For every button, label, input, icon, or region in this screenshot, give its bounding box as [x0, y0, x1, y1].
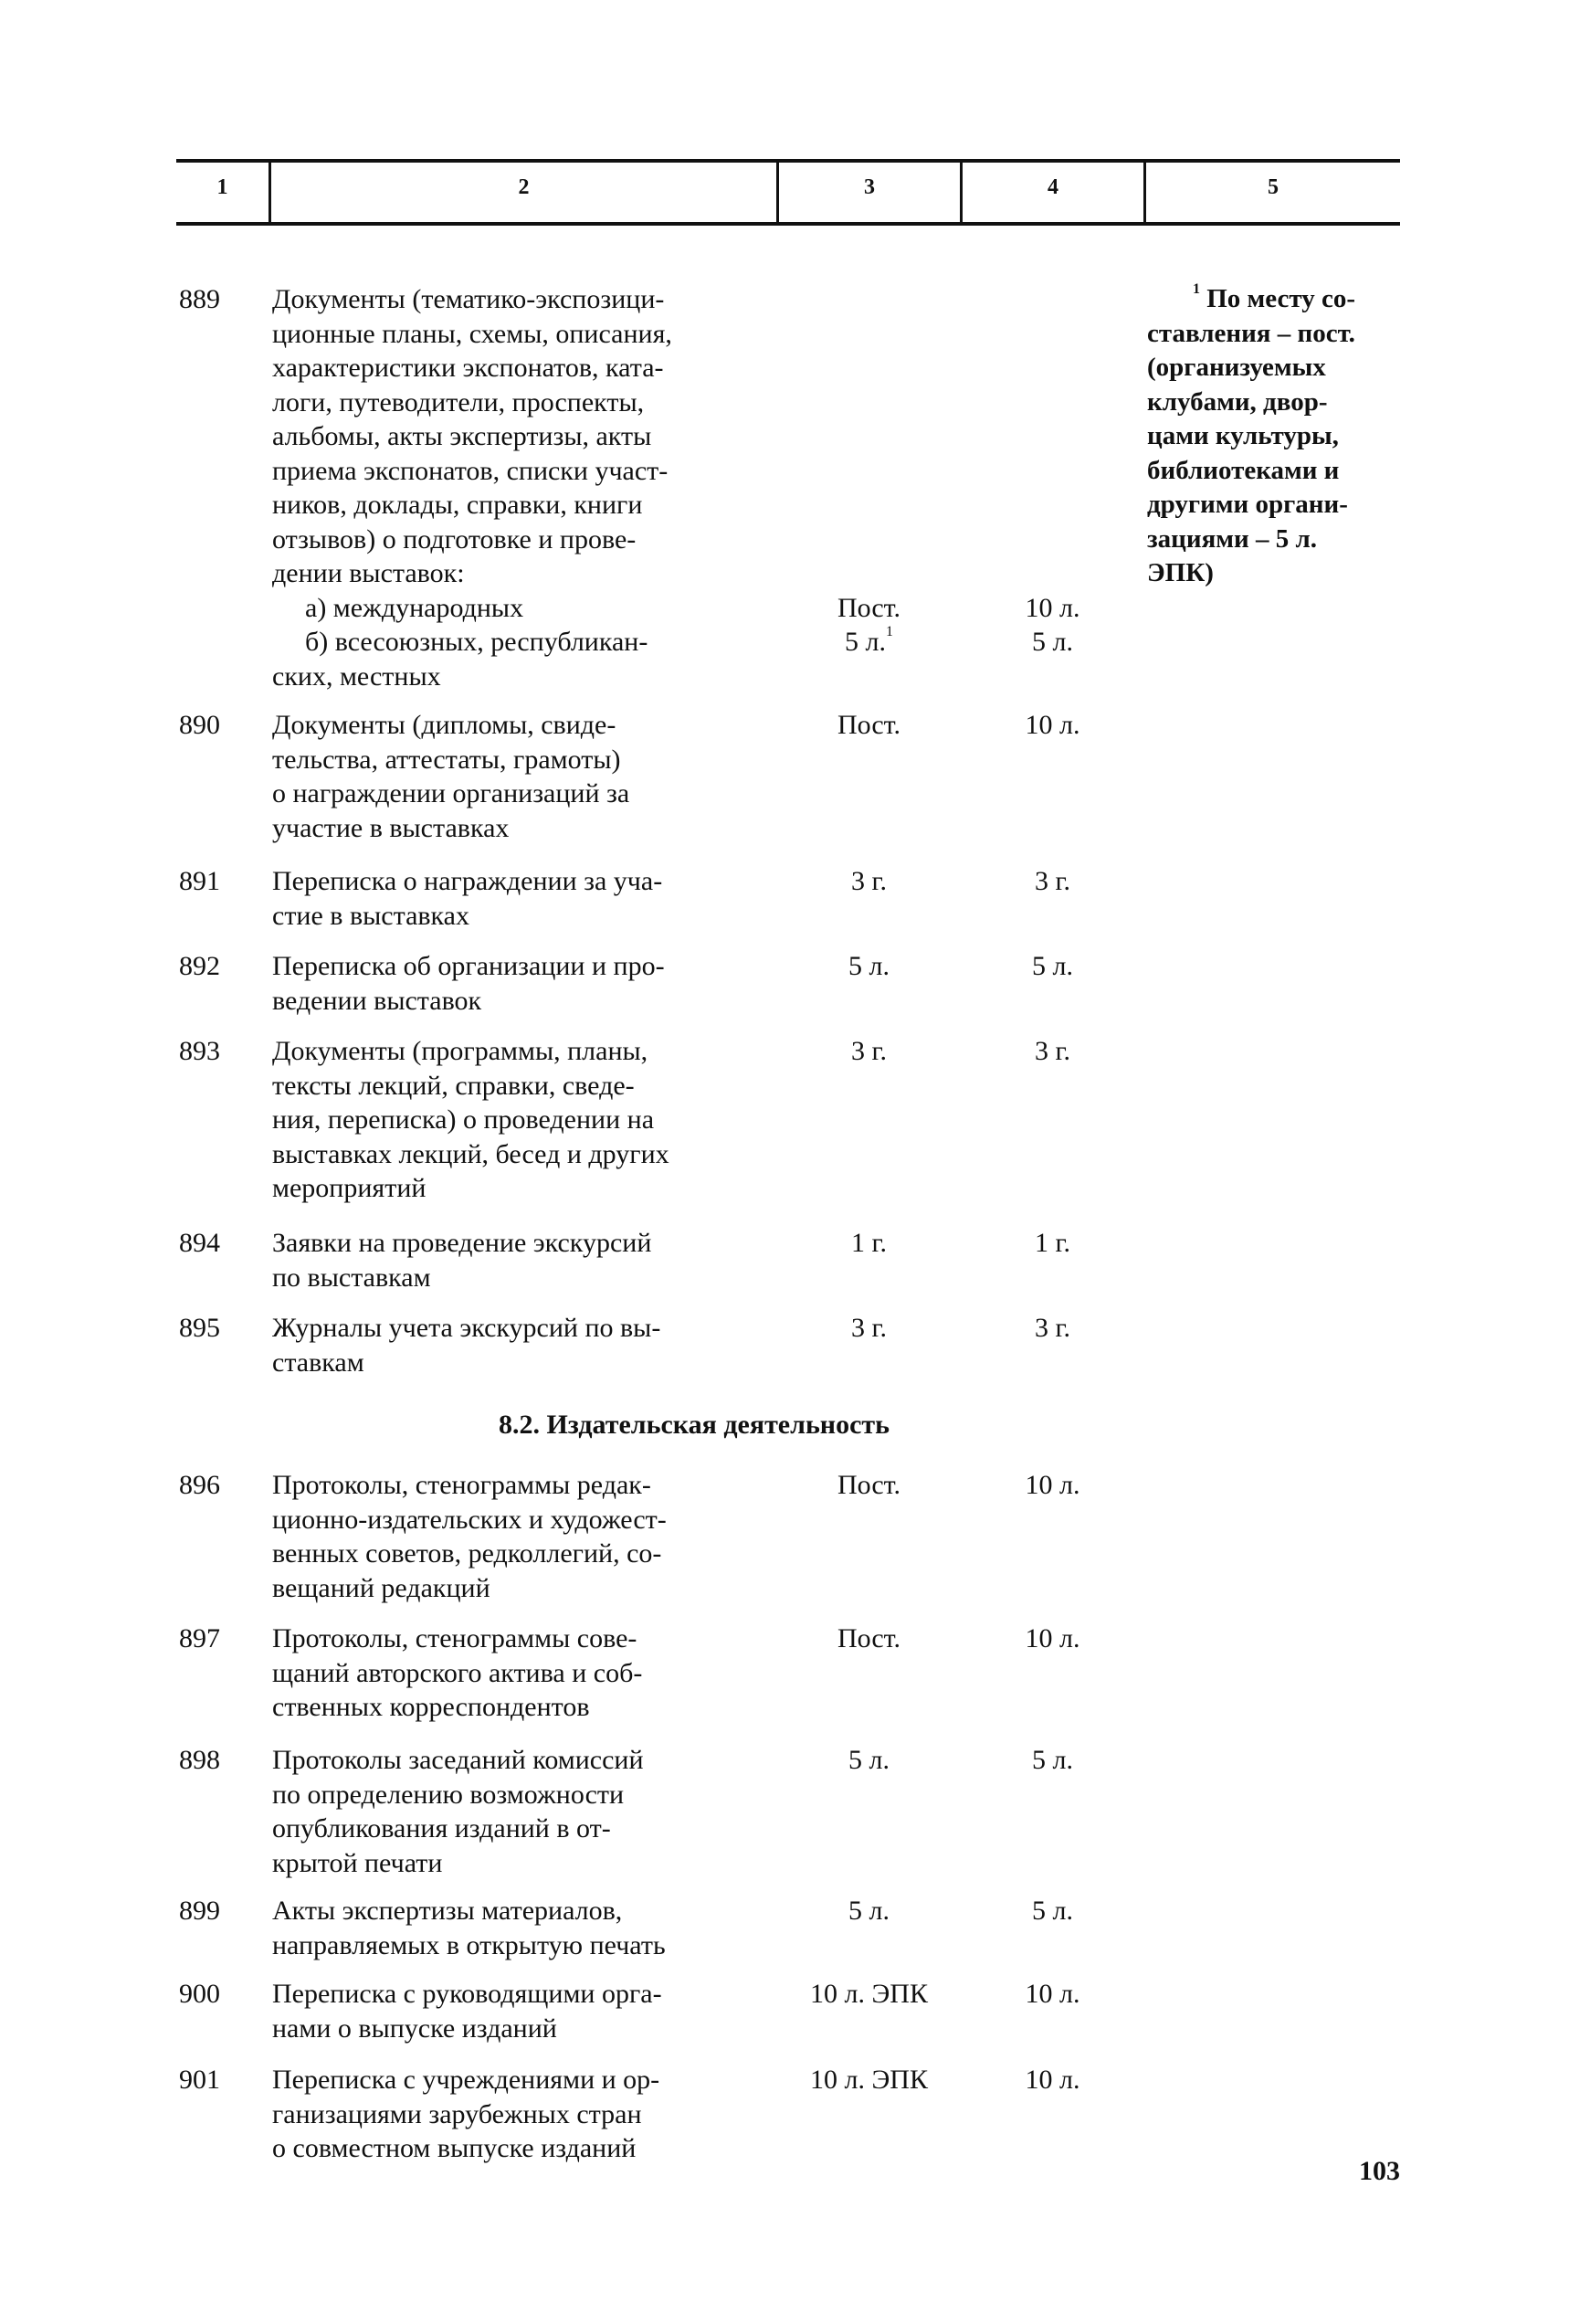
footnote-line: (организуемых — [1147, 353, 1326, 382]
description-line: Документы (дипломы, свиде- — [272, 710, 616, 740]
retention-period-org: 10 л. ЭПК — [810, 1979, 928, 2009]
description-line: венных советов, редколлегий, со- — [272, 1538, 662, 1569]
description-line: выставках лекций, бесед и других — [272, 1138, 669, 1169]
row-number: 895 — [179, 1313, 220, 1343]
description-line: логи, путеводители, проспекты, — [272, 386, 645, 417]
row-description — [272, 2063, 779, 2166]
row-number: 900 — [179, 1979, 220, 2009]
retention-period-org: 5 л. — [848, 1896, 890, 1926]
description-line: ния, переписка) о проведении на — [272, 1104, 655, 1135]
description-line: по выставкам — [272, 1262, 431, 1293]
description-line: Документы (тематико-экспозици- — [272, 284, 665, 314]
description-line: по определению возможности — [272, 1779, 625, 1810]
retention-period-other: 5 л. — [1032, 1745, 1073, 1775]
description-line: Журналы учета экскурсий по вы- — [272, 1313, 661, 1343]
description-line: Переписка об организации и про- — [272, 951, 665, 981]
retention-period-org: 3 г. — [851, 1313, 887, 1343]
retention-period-other: 1 г. — [1035, 1228, 1070, 1258]
retention-period-other: 3 г. — [1035, 866, 1070, 896]
footnote-line: цами культуры, — [1147, 421, 1339, 450]
description-line: ганизациями зарубежных стран — [272, 2098, 642, 2129]
description-line: о награждении организаций за — [272, 778, 630, 808]
description-line: ставкам — [272, 1347, 364, 1378]
row-number: 892 — [179, 951, 220, 981]
description-line: мероприятий — [272, 1173, 426, 1203]
footnote-line: ставления – пост. — [1147, 318, 1355, 348]
row-number: 899 — [179, 1896, 220, 1926]
row-description — [272, 1894, 779, 1962]
footnote — [1147, 282, 1403, 591]
description-line: направляемых в открытую печать — [272, 1929, 666, 1960]
description-line: Документы (программы, планы, — [272, 1036, 648, 1066]
description-line: приема экспонатов, списки участ- — [272, 455, 669, 486]
column-header-3: 3 — [864, 175, 875, 199]
subitem-line: б) всесоюзных, республикан- — [305, 627, 648, 657]
description-line: ведении выставок — [272, 985, 482, 1016]
description-line: Заявки на проведение экскурсий — [272, 1228, 652, 1258]
retention-period-other: 10 л. — [1025, 1623, 1080, 1653]
row-description — [272, 1034, 779, 1206]
row-description — [272, 1226, 779, 1294]
description-line: Акты экспертизы материалов, — [272, 1896, 623, 1926]
retention-period-org: Пост. — [837, 1623, 901, 1653]
footnote-line: другими органи- — [1147, 490, 1348, 519]
footnote-line-text: По месту со- — [1206, 284, 1356, 313]
description-line: ционные планы, схемы, описания, — [272, 318, 672, 349]
row-description — [272, 949, 779, 1018]
footnote-line: зациями – 5 л. — [1147, 523, 1317, 554]
description-line: стие в выставках — [272, 900, 469, 931]
row-description — [272, 1468, 779, 1605]
footnote-ref: 1 — [885, 624, 893, 639]
retention-value: Пост. — [837, 592, 901, 623]
subitem-retention-other: 10 л. — [1025, 592, 1080, 623]
retention-period-other: 5 л. — [1032, 951, 1073, 981]
table-top-rule — [176, 159, 1400, 163]
page-number: 103 — [1359, 2156, 1400, 2186]
description-line: Переписка о награждении за уча- — [272, 866, 663, 896]
description-line: Переписка с руководящими орга- — [272, 1979, 662, 2009]
description-line: Протоколы, стенограммы редак- — [272, 1470, 651, 1500]
description-line: опубликования изданий в от- — [272, 1813, 611, 1843]
row-description — [272, 864, 779, 933]
retention-period-other: 10 л. — [1025, 1979, 1080, 2009]
row-number: 891 — [179, 866, 220, 896]
row-description — [272, 1622, 779, 1725]
description-line: ников, доклады, справки, книги — [272, 490, 643, 520]
description-line: вещаний редакций — [272, 1572, 490, 1603]
column-header-1: 1 — [216, 175, 228, 199]
description-line: нами о выпуске изданий — [272, 2012, 557, 2044]
row-number: 898 — [179, 1745, 220, 1775]
description-line: Переписка с учреждениями и ор- — [272, 2065, 660, 2095]
section-heading: 8.2. Издательская деятельность — [498, 1410, 890, 1440]
retention-period-org: Пост. — [837, 710, 901, 740]
footnote-line: ЭПК) — [1147, 558, 1214, 587]
retention-period-org: 3 г. — [851, 866, 887, 896]
description-line: щаний авторского актива и соб- — [272, 1657, 643, 1688]
subitem-line: ских, местных — [272, 660, 441, 692]
retention-period-org: 5 л. — [848, 951, 890, 981]
row-number: 890 — [179, 710, 220, 740]
row-description — [272, 1743, 779, 1880]
retention-period-org: 10 л. ЭПК — [810, 2065, 928, 2095]
footnote-marker: 1 — [1193, 281, 1200, 297]
column-header-4: 4 — [1048, 175, 1058, 199]
table-header-bottom-rule — [176, 222, 1400, 226]
row-description — [272, 1977, 779, 2045]
row-number: 889 — [179, 284, 220, 314]
subitem-retention-org — [777, 591, 961, 626]
description-line: отзывов) о подготовке и прове- — [272, 523, 637, 555]
row-number: 897 — [179, 1623, 220, 1653]
retention-period-other: 10 л. — [1025, 2065, 1080, 2095]
subitem-retention-org — [777, 625, 961, 660]
description-line: альбомы, акты экспертизы, акты — [272, 421, 652, 451]
retention-period-other: 10 л. — [1025, 1470, 1080, 1500]
retention-value: 5 л. — [845, 627, 886, 657]
description-line: участие в выставках — [272, 812, 510, 843]
retention-period-org: 1 г. — [851, 1228, 887, 1258]
retention-period-other: 3 г. — [1035, 1313, 1070, 1343]
retention-period-other: 5 л. — [1032, 1896, 1073, 1926]
description-line: характеристики экспонатов, ката- — [272, 353, 664, 383]
subitem-line: а) международных — [305, 592, 524, 623]
description-line: Протоколы, стенограммы сове- — [272, 1623, 637, 1653]
retention-period-org: 3 г. — [851, 1036, 887, 1066]
description-line: Протоколы заседаний комиссий — [272, 1745, 644, 1775]
retention-period-org: Пост. — [837, 1470, 901, 1500]
description-line: о совместном выпуске изданий — [272, 2133, 637, 2163]
description-line: тельства, аттестаты, грамоты) — [272, 744, 621, 775]
column-header-5: 5 — [1268, 175, 1279, 199]
footnote-line — [1147, 282, 1403, 317]
description-line: крытой печати — [272, 1847, 443, 1878]
row-description — [272, 1311, 779, 1379]
row-number: 896 — [179, 1470, 220, 1500]
row-description — [272, 708, 779, 845]
footnote-line: клубами, двор- — [1147, 386, 1328, 417]
subitem-retention-other: 5 л. — [1032, 627, 1073, 657]
row-number: 894 — [179, 1228, 220, 1258]
row-number: 901 — [179, 2065, 220, 2095]
description-line: дении выставок: — [272, 558, 465, 588]
description-line: тексты лекций, справки, сведе- — [272, 1070, 635, 1101]
footnote-line: библиотеками и — [1147, 455, 1340, 485]
row-number: 893 — [179, 1036, 220, 1066]
retention-period-org: 5 л. — [848, 1745, 890, 1775]
retention-period-other: 3 г. — [1035, 1036, 1070, 1066]
row-description — [272, 282, 779, 693]
description-line: ционно-издательских и художест- — [272, 1504, 667, 1535]
column-header-2: 2 — [518, 175, 530, 199]
retention-period-other: 10 л. — [1025, 710, 1080, 740]
description-line: ственных корреспондентов — [272, 1692, 590, 1722]
